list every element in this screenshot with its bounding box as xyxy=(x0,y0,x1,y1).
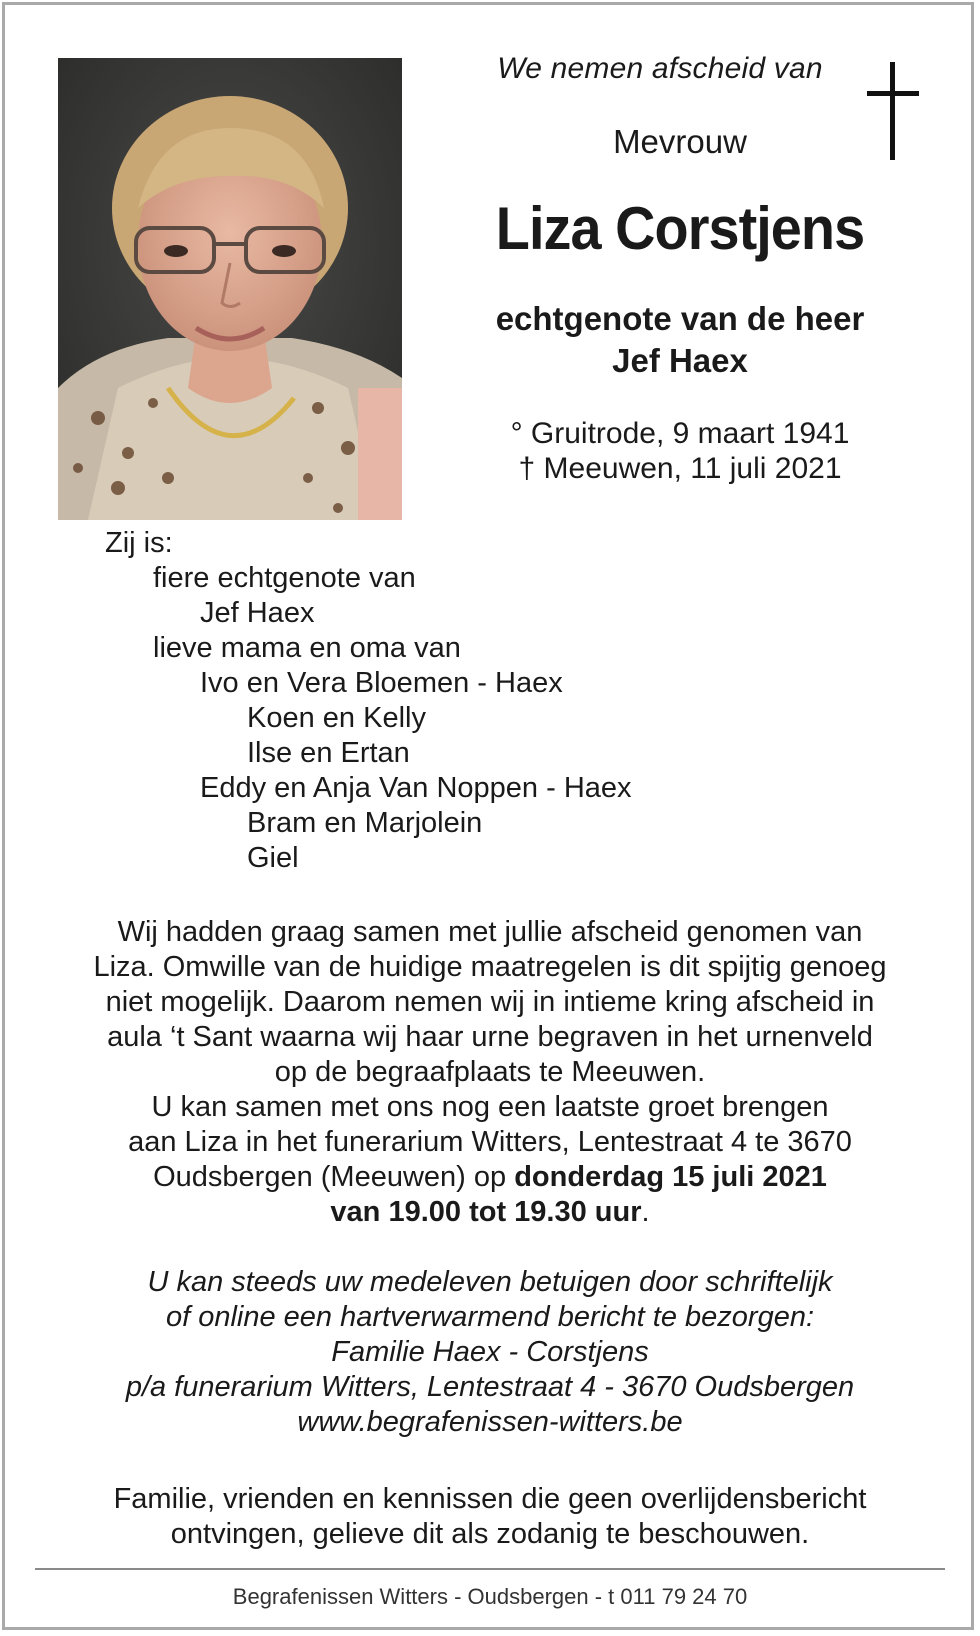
family-line: Bram en Marjolein xyxy=(247,807,483,839)
website-link[interactable]: www.begrafenissen-witters.be xyxy=(297,1406,683,1438)
family-line: Eddy en Anja Van Noppen - Haex xyxy=(200,772,632,804)
farewell-line: aan Liza in het funerarium Witters, Lentestraat 4 te 3670 xyxy=(128,1126,852,1158)
spouse-name: Jef Haex xyxy=(612,342,748,379)
family-line: Zij is: xyxy=(105,527,173,559)
family-line: Giel xyxy=(247,842,299,874)
death-line: † Meeuwen, 11 juli 2021 xyxy=(518,452,842,485)
spouse-label: echtgenote van de heer xyxy=(495,300,865,337)
family-line: Koen en Kelly xyxy=(247,702,426,734)
condolences-paragraph xyxy=(40,1265,940,1440)
deceased-name: Liza Corstjens xyxy=(495,195,865,262)
farewell-line: niet mogelijk. Daarom nemen wij in intieme kring afscheid in xyxy=(105,986,875,1018)
family-line: Ivo en Vera Bloemen - Haex xyxy=(200,667,563,699)
farewell-line xyxy=(40,1160,940,1195)
condolences-line: of online een hartverwarmend bericht te bezorgen: xyxy=(165,1301,815,1333)
footer-divider xyxy=(35,1568,945,1570)
family-line: Ilse en Ertan xyxy=(247,737,410,769)
family-line: lieve mama en oma van xyxy=(153,632,461,664)
visitation-time: van 19.00 tot 19.30 uur xyxy=(330,1196,642,1228)
footer-text: Begrafenissen Witters - Oudsbergen - t 011 79 24 70 xyxy=(232,1584,748,1609)
intro-text: We nemen afscheid van xyxy=(497,52,823,85)
farewell-line: U kan samen met ons nog een laatste groet brengen xyxy=(151,1091,829,1123)
portrait-photo xyxy=(58,58,402,520)
farewell-paragraph xyxy=(40,915,940,1230)
farewell-line: aula ‘t Sant waarna wij haar urne begraven in het urnenveld xyxy=(107,1021,873,1053)
closing-paragraph xyxy=(40,1482,940,1552)
visitation-date: donderdag 15 juli 2021 xyxy=(514,1161,827,1193)
condolences-line: p/a funerarium Witters, Lentestraat 4 - 3670 Oudsbergen xyxy=(125,1371,855,1403)
farewell-line xyxy=(40,1195,940,1230)
honorific: Mevrouw xyxy=(613,123,747,160)
condolences-line: Familie Haex - Corstjens xyxy=(331,1336,649,1368)
farewell-text: Oudsbergen (Meeuwen) op xyxy=(153,1161,515,1193)
farewell-line: Liza. Omwille van de huidige maatregelen is dit spijtig genoeg xyxy=(93,951,887,983)
farewell-text: . xyxy=(641,1196,650,1228)
farewell-line: op de begraafplaats te Meeuwen. xyxy=(274,1056,706,1088)
farewell-line: Wij hadden graag samen met jullie afscheid genomen van xyxy=(117,916,863,948)
condolences-line: U kan steeds uw medeleven betuigen door schriftelijk xyxy=(147,1266,833,1298)
closing-line: Familie, vrienden en kennissen die geen overlijdensbericht xyxy=(113,1483,867,1515)
closing-line: ontvingen, gelieve dit als zodanig te beschouwen. xyxy=(170,1518,810,1550)
family-line: Jef Haex xyxy=(200,597,315,629)
birth-line: ° Gruitrode, 9 maart 1941 xyxy=(510,417,850,450)
family-line: fiere echtgenote van xyxy=(153,562,416,594)
